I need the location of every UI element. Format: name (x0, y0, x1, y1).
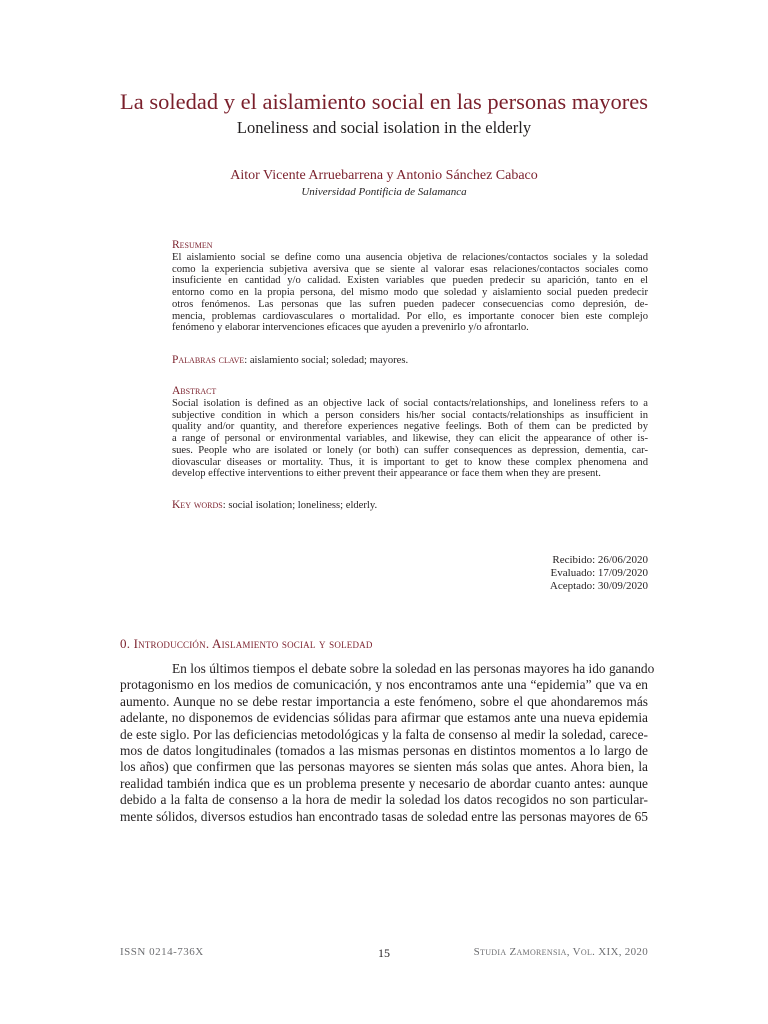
resumen-line: El aislamiento social se define como una ausencia objetiva de relaciones/contactos sociales y la soledad (172, 252, 648, 263)
resumen-line: otros fenómenos. Las personas que las sufren pueden padecer consecuencias como depresión, de- (172, 298, 648, 310)
page-number: 15 (378, 946, 390, 960)
abstract-line: quality and/or quantity, and therefore experiences negative feelings. Both of them can be predicted by (172, 421, 648, 433)
key-words (172, 500, 648, 512)
body-line: aumento. Aunque no se debe restar importancia a este fenómeno, sobre el que ahondaremos más (120, 693, 648, 709)
resumen-line: entorno como en la propia persona, del mismo modo que soledad y aislamiento social pueden predecir (172, 287, 648, 299)
palabras-clave-value: : aislamiento social; soledad; mayores. (244, 355, 409, 366)
article-title: La soledad y el aislamiento social en las personas mayores (120, 89, 648, 114)
palabras-clave (172, 355, 648, 367)
palabras-clave-label: Palabras clave (172, 354, 245, 366)
footer-issn: ISSN 0214-736X (120, 946, 204, 958)
body-line: mos de datos longitudinales (tomados a las mismas personas en distintos momentos a lo largo de (120, 743, 648, 759)
abstract-line: diovascular diseases or mortality. Thus, it is important to get to know these complex phenomena and (172, 456, 648, 468)
key-words-value: : social isolation; loneliness; elderly. (222, 500, 378, 511)
abstract-line: a range of personal or environmental variables, and likewise, they can elicit the appearance of other is- (172, 433, 648, 445)
submission-dates (420, 554, 648, 594)
abstract-text (172, 398, 648, 480)
page-footer (120, 946, 648, 962)
date-received: Recibido: 26/06/2020 (552, 554, 648, 566)
body-line: los años) que confirmen que las personas mayores se sienten más solas que antes. Ahora bien, la (120, 759, 648, 775)
abstract-line: subjective condition in which a person considers his/her social contacts/relationships as insufficient in (172, 409, 648, 421)
abstract-section (172, 384, 648, 480)
article-subtitle: Loneliness and social isolation in the elderly (236, 118, 532, 137)
body-line: En los últimos tiempos el debate sobre la soledad en las personas mayores ha ido ganando (172, 661, 655, 676)
resumen-line: como la experiencia subjetiva aversiva que se siente al valorar esas relaciones/contactos sociales como (172, 263, 648, 275)
key-words-label: Key words (172, 499, 223, 511)
resumen-heading: Resumen (172, 239, 213, 251)
author-affiliation: Universidad Pontificia de Salamanca (301, 186, 467, 198)
body-line: realidad también indica que es un problema presente y necesario de abordar cuanto antes: aunque (120, 775, 648, 791)
abstract-line: sues. People who are isolated or lonely (or both) can suffer consequences as depression, dementia, car- (172, 444, 648, 456)
abstract-line: develop effective interventions to either prevent their appearance or face them when they are present. (172, 468, 601, 480)
date-evaluated: Evaluado: 17/09/2020 (550, 567, 648, 580)
resumen-section (172, 238, 648, 334)
article-authors: Aitor Vicente Arruebarrena y Antonio Sánchez Cabaco (230, 168, 538, 183)
date-accepted: Aceptado: 30/09/2020 (549, 580, 648, 593)
abstract-heading: Abstract (172, 385, 217, 397)
resumen-text (172, 252, 648, 334)
resumen-line: fenómeno y elaborar intervenciones eficaces que ayuden a prevenirlo y/o afrontarlo. (172, 322, 529, 334)
body-line: de este siglo. Por las deficiencias metodológicas y la falta de consenso al medir la soledad, carece- (120, 726, 648, 742)
abstract-line: Social isolation is defined as an objective lack of social contacts/relationships, and loneliness refers to a (172, 398, 648, 409)
body-line: mente sólidos, diversos estudios han encontrado tasas de soledad entre las personas mayores de 65 (120, 808, 648, 824)
footer-journal: Studia Zamorensia, Vol. XIX, 2020 (473, 946, 648, 958)
section-heading: 0. Introducción. Aislamiento social y soledad (120, 636, 373, 651)
body-line: adelante, no disponemos de evidencias sólidas para afirmar que estamos ante una nueva epidemia (120, 710, 648, 726)
body-line: protagonismo en los medios de comunicación, y nos encontramos ante una “epidemia” que va en (120, 677, 648, 693)
body-line: debido a la falta de consenso a la hora de medir la soledad los datos recogidos no son particular- (120, 792, 648, 808)
body-paragraph (120, 661, 655, 825)
resumen-line: insuficiente en cantidad y/o calidad. Existen variables que pueden predecir su aparición, tanto en el (172, 275, 648, 287)
resumen-line: mencia, problemas cardiovasculares o mortalidad. Por ello, es importante conocer bien este complejo (172, 310, 648, 322)
